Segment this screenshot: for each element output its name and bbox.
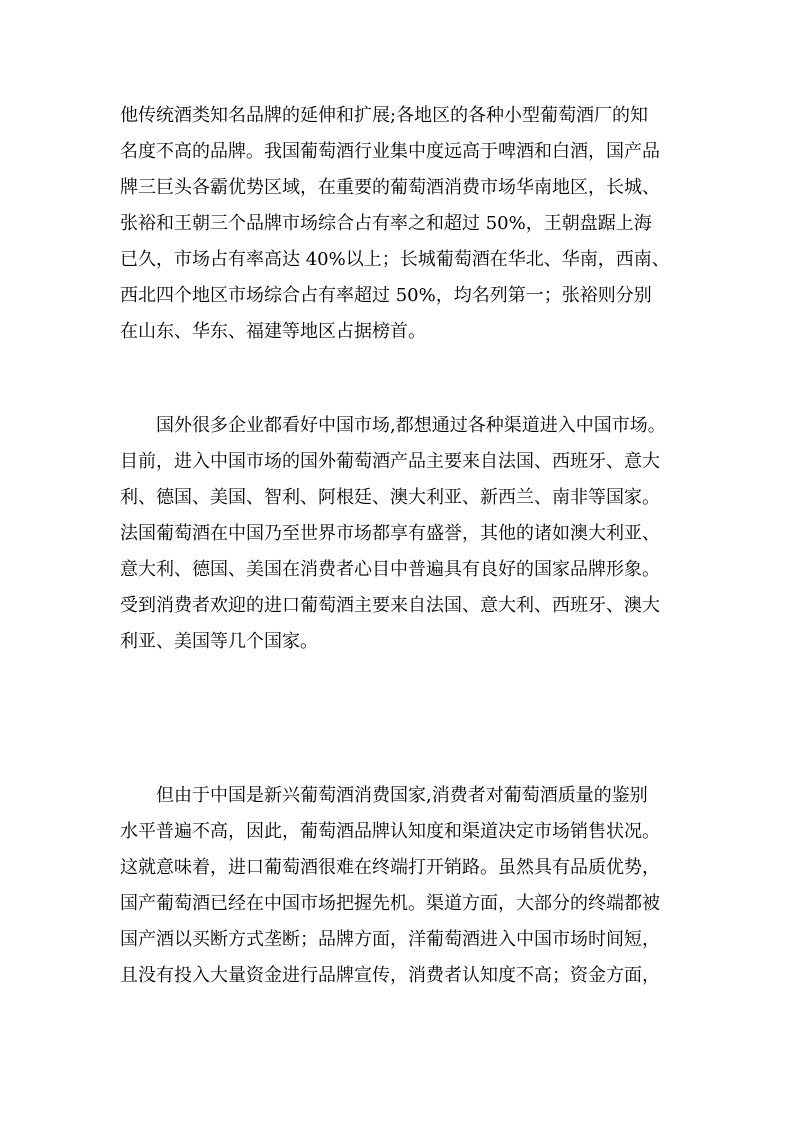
paragraph-market-challenges xyxy=(120,778,680,994)
text-line: 在山东、华东、福建等地区占据榜首。 xyxy=(120,321,426,342)
paragraph-domestic-brands xyxy=(120,98,680,350)
text-line: 水平普遍不高，因此，葡萄酒品牌认知度和渠道决定市场销售状况。 xyxy=(120,821,660,842)
text-line: 已久，市场占有率高达 40%以上；长城葡萄酒在华北、华南，西南、 xyxy=(120,249,670,270)
text-line: 利、德国、美国、智利、阿根廷、澳大利亚、新西兰、南非等国家。 xyxy=(120,487,660,508)
text-line: 国产葡萄酒已经在中国市场把握先机。渠道方面，大部分的终端都被 xyxy=(120,893,660,914)
text-line: 利亚、美国等几个国家。 xyxy=(120,631,318,652)
text-line: 国外很多企业都看好中国市场,都想通过各种渠道进入中国市场。 xyxy=(156,415,666,436)
text-line: 名度不高的品牌。我国葡萄酒行业集中度远高于啤酒和白酒，国产品 xyxy=(120,141,660,162)
text-line: 西北四个地区市场综合占有率超过 50%，均名列第一；张裕则分别 xyxy=(120,285,652,306)
text-line: 张裕和王朝三个品牌市场综合占有率之和超过 50%，王朝盘踞上海 xyxy=(120,213,652,234)
text-line: 但由于中国是新兴葡萄酒消费国家,消费者对葡萄酒质量的鉴别 xyxy=(156,785,648,806)
text-line: 且没有投入大量资金进行品牌宣传，消费者认知度不高；资金方面， xyxy=(120,965,660,986)
text-line: 这就意味着，进口葡萄酒很难在终端打开销路。虽然具有品质优势， xyxy=(120,857,660,878)
paragraph-foreign-companies xyxy=(120,408,680,660)
text-line: 牌三巨头各霸优势区域，在重要的葡萄酒消费市场华南地区，长城、 xyxy=(120,177,660,198)
text-line: 他传统酒类知名品牌的延伸和扩展;各地区的各种小型葡萄酒厂的知 xyxy=(120,105,649,126)
text-line: 受到消费者欢迎的进口葡萄酒主要来自法国、意大利、西班牙、澳大 xyxy=(120,595,660,616)
text-line: 法国葡萄酒在中国乃至世界市场都享有盛誉，其他的诸如澳大利亚、 xyxy=(120,523,660,544)
text-line: 意大利、德国、美国在消费者心目中普遍具有良好的国家品牌形象。 xyxy=(120,559,660,580)
text-line: 目前，进入中国市场的国外葡萄酒产品主要来自法国、西班牙、意大 xyxy=(120,451,660,472)
text-line: 国产酒以买断方式垄断；品牌方面，洋葡萄酒进入中国市场时间短， xyxy=(120,929,660,950)
